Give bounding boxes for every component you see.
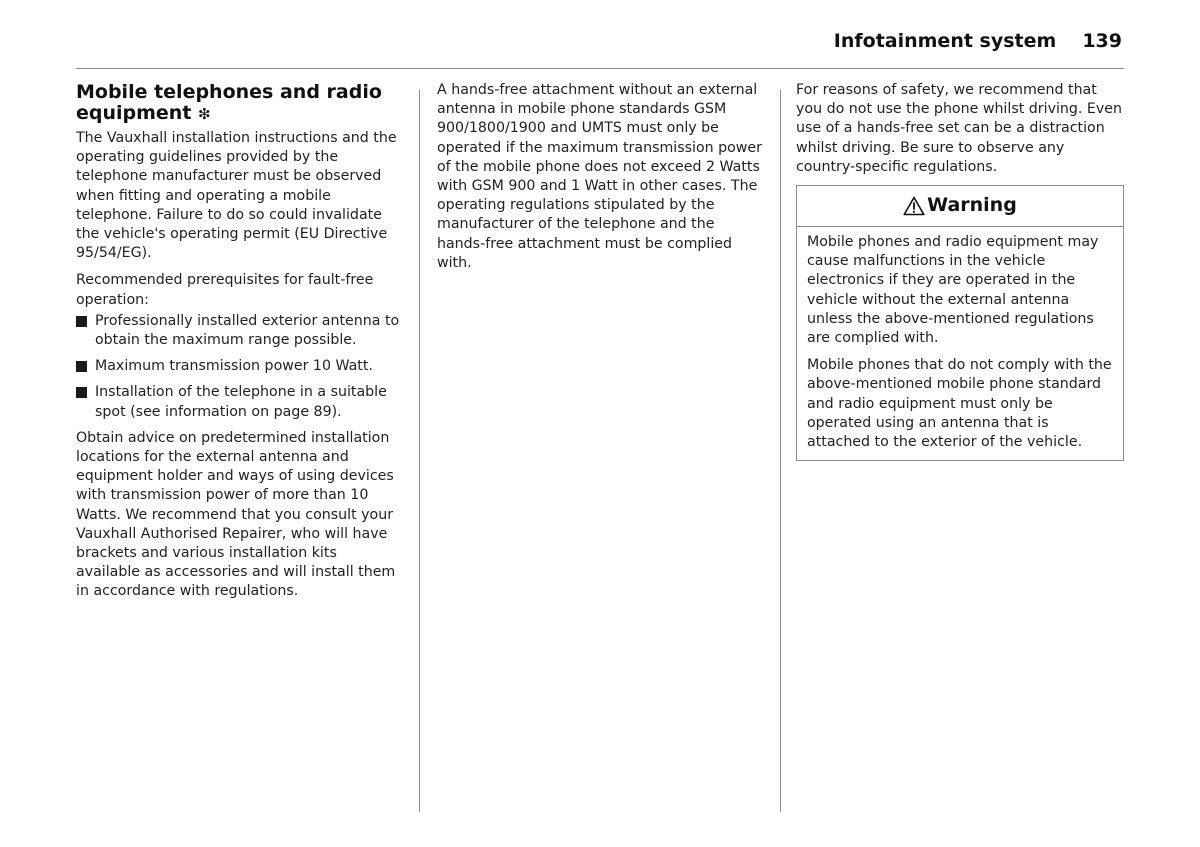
column-divider-2 xyxy=(780,90,781,812)
prerequisites-list xyxy=(76,312,404,422)
list-item: Installation of the telephone in a suitable spot (see information on page 89). xyxy=(76,383,404,421)
snowflake-icon: ❇ xyxy=(198,105,211,123)
section-heading-text: Mobile telephones and radio equipment xyxy=(76,81,382,124)
warning-label: Warning xyxy=(927,194,1017,217)
page-header xyxy=(834,30,1122,56)
installation-instructions-paragraph: The Vauxhall installation instructions and the operating guidelines provided by the telephone manufacturer must be observed when fitting and operating a mobile telephone. Failure to do so could invalidate the vehicle's operating permit (EU Directive 95/54/EG). xyxy=(76,130,397,262)
header-section-title: Infotainment system xyxy=(833,30,1057,52)
page-number: 139 xyxy=(1082,30,1122,52)
column-right xyxy=(796,81,1124,461)
column-divider-1 xyxy=(419,90,420,812)
column-left xyxy=(76,82,404,610)
list-item: Maximum transmission power 10 Watt. xyxy=(76,357,404,376)
warning-box xyxy=(796,185,1124,461)
warning-triangle-icon xyxy=(903,196,925,216)
safety-paragraph: For reasons of safety, we recommend that you do not use the phone whilst driving. Even use of a hands-free set can be a distraction whilst driving. Be sure to observe any country-specific regulations. xyxy=(796,82,1123,175)
section-heading xyxy=(76,82,404,125)
column-middle xyxy=(437,81,765,281)
header-rule xyxy=(76,68,1124,69)
advice-paragraph: Obtain advice on predetermined installation locations for the external antenna and equipment holder and ways of using devices with transmission power of more than 10 Watts. We recommend that you consult your Vauxhall Authorised Repairer, who will have brackets and various installation kits available as accessories and will install them in accordance with regulations. xyxy=(76,429,396,600)
warning-paragraph-1: Mobile phones and radio equipment may cause malfunctions in the vehicle electronics if they are operated in the vehicle without the external antenna unless the above-mentioned regulations are complied with. xyxy=(807,234,1099,347)
prerequisites-intro: Recommended prerequisites for fault-free operation: xyxy=(76,272,374,308)
warning-header xyxy=(797,186,1123,227)
warning-body xyxy=(797,227,1123,460)
list-item: Professionally installed exterior antenna to obtain the maximum range possible. xyxy=(76,312,404,350)
warning-paragraph-2: Mobile phones that do not comply with the above-mentioned mobile phone standard and radio equipment must only be operated using an antenna that is attached to the exterior of the vehicle. xyxy=(807,357,1112,451)
hands-free-paragraph: A hands-free attachment without an external antenna in mobile phone standards GSM 900/1800/1900 and UMTS must only be operated if the maximum transmission power of the mobile phone does not exceed 2 Watts with GSM 900 and 1 Watt in other cases. The operating regulations stipulated by the manufacturer of the telephone and the hands-free attachment must be complied with. xyxy=(437,82,762,271)
